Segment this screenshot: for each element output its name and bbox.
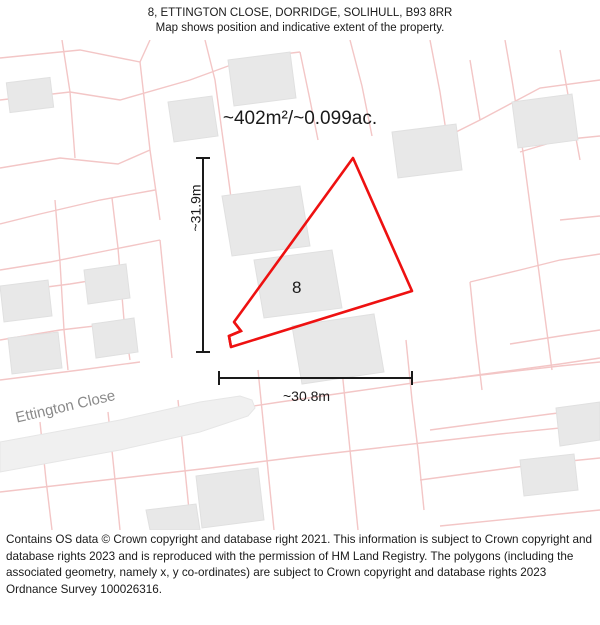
area-label: ~402m²/~0.099ac. (222, 108, 378, 129)
plot-number-label: 8 (292, 278, 302, 297)
map-header (0, 0, 600, 36)
copyright-notice: Contains OS data © Crown copyright and database right 2021. This information is subject to Crown copyright and database rights 2023 and is reproduced with the permission of HM Land Registry. The polygons (including the associated geometry, namely x, y co-ordinates) are subject to Crown copyright and database rights 2023 Ordnance Survey 100026316. (6, 533, 592, 596)
vertical-dimension-label: ~31.9m (187, 184, 204, 232)
page-title: 8, ETTINGTON CLOSE, DORRIDGE, SOLIHULL, B93 8RR (147, 7, 453, 19)
page-subtitle: Map shows position and indicative extent of the property. (155, 22, 445, 34)
street-name-label: Ettington Close (14, 387, 117, 427)
map-canvas[interactable] (0, 40, 600, 530)
horizontal-dimension-label: ~30.8m (283, 388, 331, 404)
